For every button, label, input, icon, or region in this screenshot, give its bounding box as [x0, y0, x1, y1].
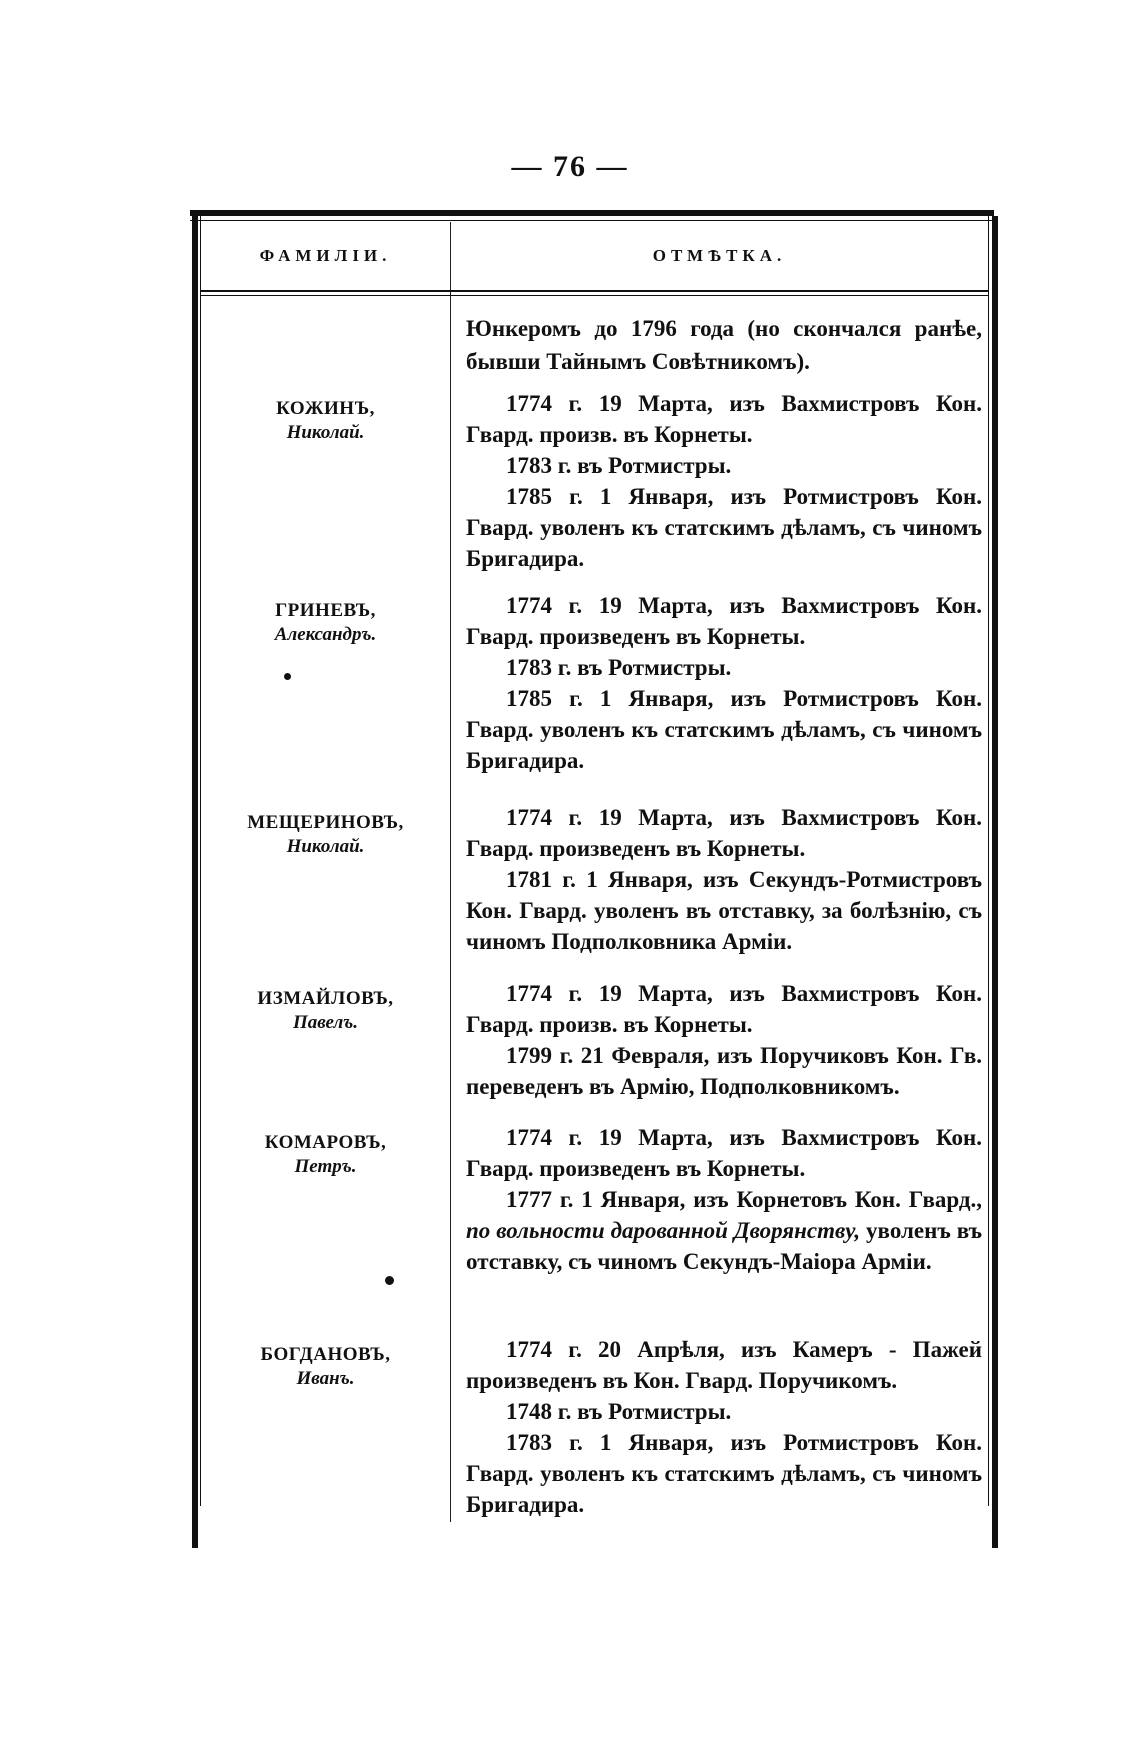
- entry-remark: [466, 388, 982, 574]
- surname: ГРИНЕВЪ,: [275, 600, 376, 621]
- remark-line: 1781 г. 1 Января, изъ Секундъ-Ротмистровъ Кон. Гвард. уволенъ въ отставку, за болѣзнію, съ чиномъ Подполковника Арміи.: [466, 867, 982, 954]
- given-name: Петръ.: [294, 1156, 357, 1177]
- entry-name: [201, 398, 450, 444]
- given-name: Иванъ.: [296, 1368, 355, 1389]
- remark-line: 1774 г. 20 Апрѣля, изъ Камеръ - Пажей произведенъ въ Кон. Гвард. Поручикомъ.: [466, 1337, 982, 1393]
- remark-line: 1785 г. 1 Января, изъ Ротмистровъ Кон. Гвард. уволенъ къ статскимъ дѣламъ, съ чиномъ Бригадира.: [466, 484, 982, 571]
- entry-remark: [466, 802, 982, 957]
- remark-line: 1774 г. 19 Марта, изъ Вахмистровъ Кон. Гвард. произведенъ въ Корнеты.: [466, 1125, 982, 1181]
- given-name: Николай.: [286, 422, 365, 443]
- given-name: Александръ.: [274, 624, 377, 645]
- entry-name: [201, 600, 450, 646]
- remark-line: 1783 г. въ Ротмистры.: [506, 655, 732, 680]
- header-rule: [201, 290, 988, 292]
- remark-line: 1774 г. 19 Марта, изъ Вахмистровъ Кон. Гвард. произв. въ Корнеты.: [466, 981, 982, 1037]
- entry-remark: [466, 590, 982, 776]
- column-divider: [450, 222, 451, 1522]
- column-header-remarks: ОТМѢТКА.: [652, 246, 787, 265]
- page-number: — 76 —: [511, 150, 629, 183]
- remark-line: 1748 г. въ Ротмистры.: [506, 1399, 732, 1424]
- surname: КОМАРОВЪ,: [264, 1132, 387, 1153]
- entry-remark: [466, 1334, 982, 1520]
- entry-name: [201, 1344, 450, 1390]
- printer-dot: [385, 1276, 394, 1285]
- surname: КОЖИНЪ,: [276, 398, 375, 419]
- column-header-surnames: ФАМИЛІИ.: [259, 246, 392, 265]
- given-name: Павелъ.: [292, 1012, 358, 1033]
- remark-line: 1783 г. въ Ротмистры.: [506, 453, 732, 478]
- table-border-right: [992, 216, 998, 1548]
- remark-line: 1783 г. 1 Января, изъ Ротмистровъ Кон. Гвард. уволенъ къ статскимъ дѣламъ, съ чиномъ Бригадира.: [466, 1430, 982, 1517]
- entry-remark: [466, 978, 982, 1102]
- remark-text: 1777 г. 1 Января, изъ Корнетовъ Кон. Гвард.,: [506, 1187, 982, 1212]
- remark-line: 1774 г. 19 Марта, изъ Вахмистровъ Кон. Гвард. произведенъ въ Корнеты.: [466, 805, 982, 861]
- printer-dot: [284, 673, 291, 680]
- table-border-right-inner: [988, 216, 989, 1506]
- remark-line: 1774 г. 19 Марта, изъ Вахмистровъ Кон. Гвард. произв. въ Корнеты.: [466, 391, 982, 447]
- entry-name: [201, 812, 450, 858]
- surname: МЕЩЕРИНОВЪ,: [247, 812, 404, 833]
- remark-text: уволенъ въ отставку, съ чиномъ Секундъ-Маіора Арміи.: [466, 1218, 982, 1274]
- header-rule-thin: [201, 295, 988, 296]
- remark-line: 1799 г. 21 Февраля, изъ Поручиковъ Кон. Гв. переведенъ въ Армію, Подполковникомъ.: [466, 1043, 982, 1099]
- remark-line-with-italic: [466, 1184, 982, 1277]
- entry-name: [201, 1132, 450, 1178]
- remark-line: 1785 г. 1 Января, изъ Ротмистровъ Кон. Гвард. уволенъ къ статскимъ дѣламъ, съ чиномъ Бригадира.: [466, 686, 982, 773]
- given-name: Николай.: [286, 836, 365, 857]
- intro-remark: Юнкеромъ до 1796 года (но скончался ранѣе, бывши Тайнымъ Совѣтникомъ).: [466, 316, 982, 374]
- surname: БОГДАНОВЪ,: [260, 1344, 391, 1365]
- entry-name: [201, 988, 450, 1034]
- entry-remark: [466, 1122, 982, 1277]
- surname: ИЗМАЙЛОВЪ,: [257, 988, 394, 1009]
- table-border-left: [192, 216, 198, 1548]
- remark-line: 1774 г. 19 Марта, изъ Вахмистровъ Кон. Гвард. произведенъ въ Корнеты.: [466, 593, 982, 649]
- remark-italic-phrase: по вольности дарованной Дворянству,: [466, 1218, 861, 1243]
